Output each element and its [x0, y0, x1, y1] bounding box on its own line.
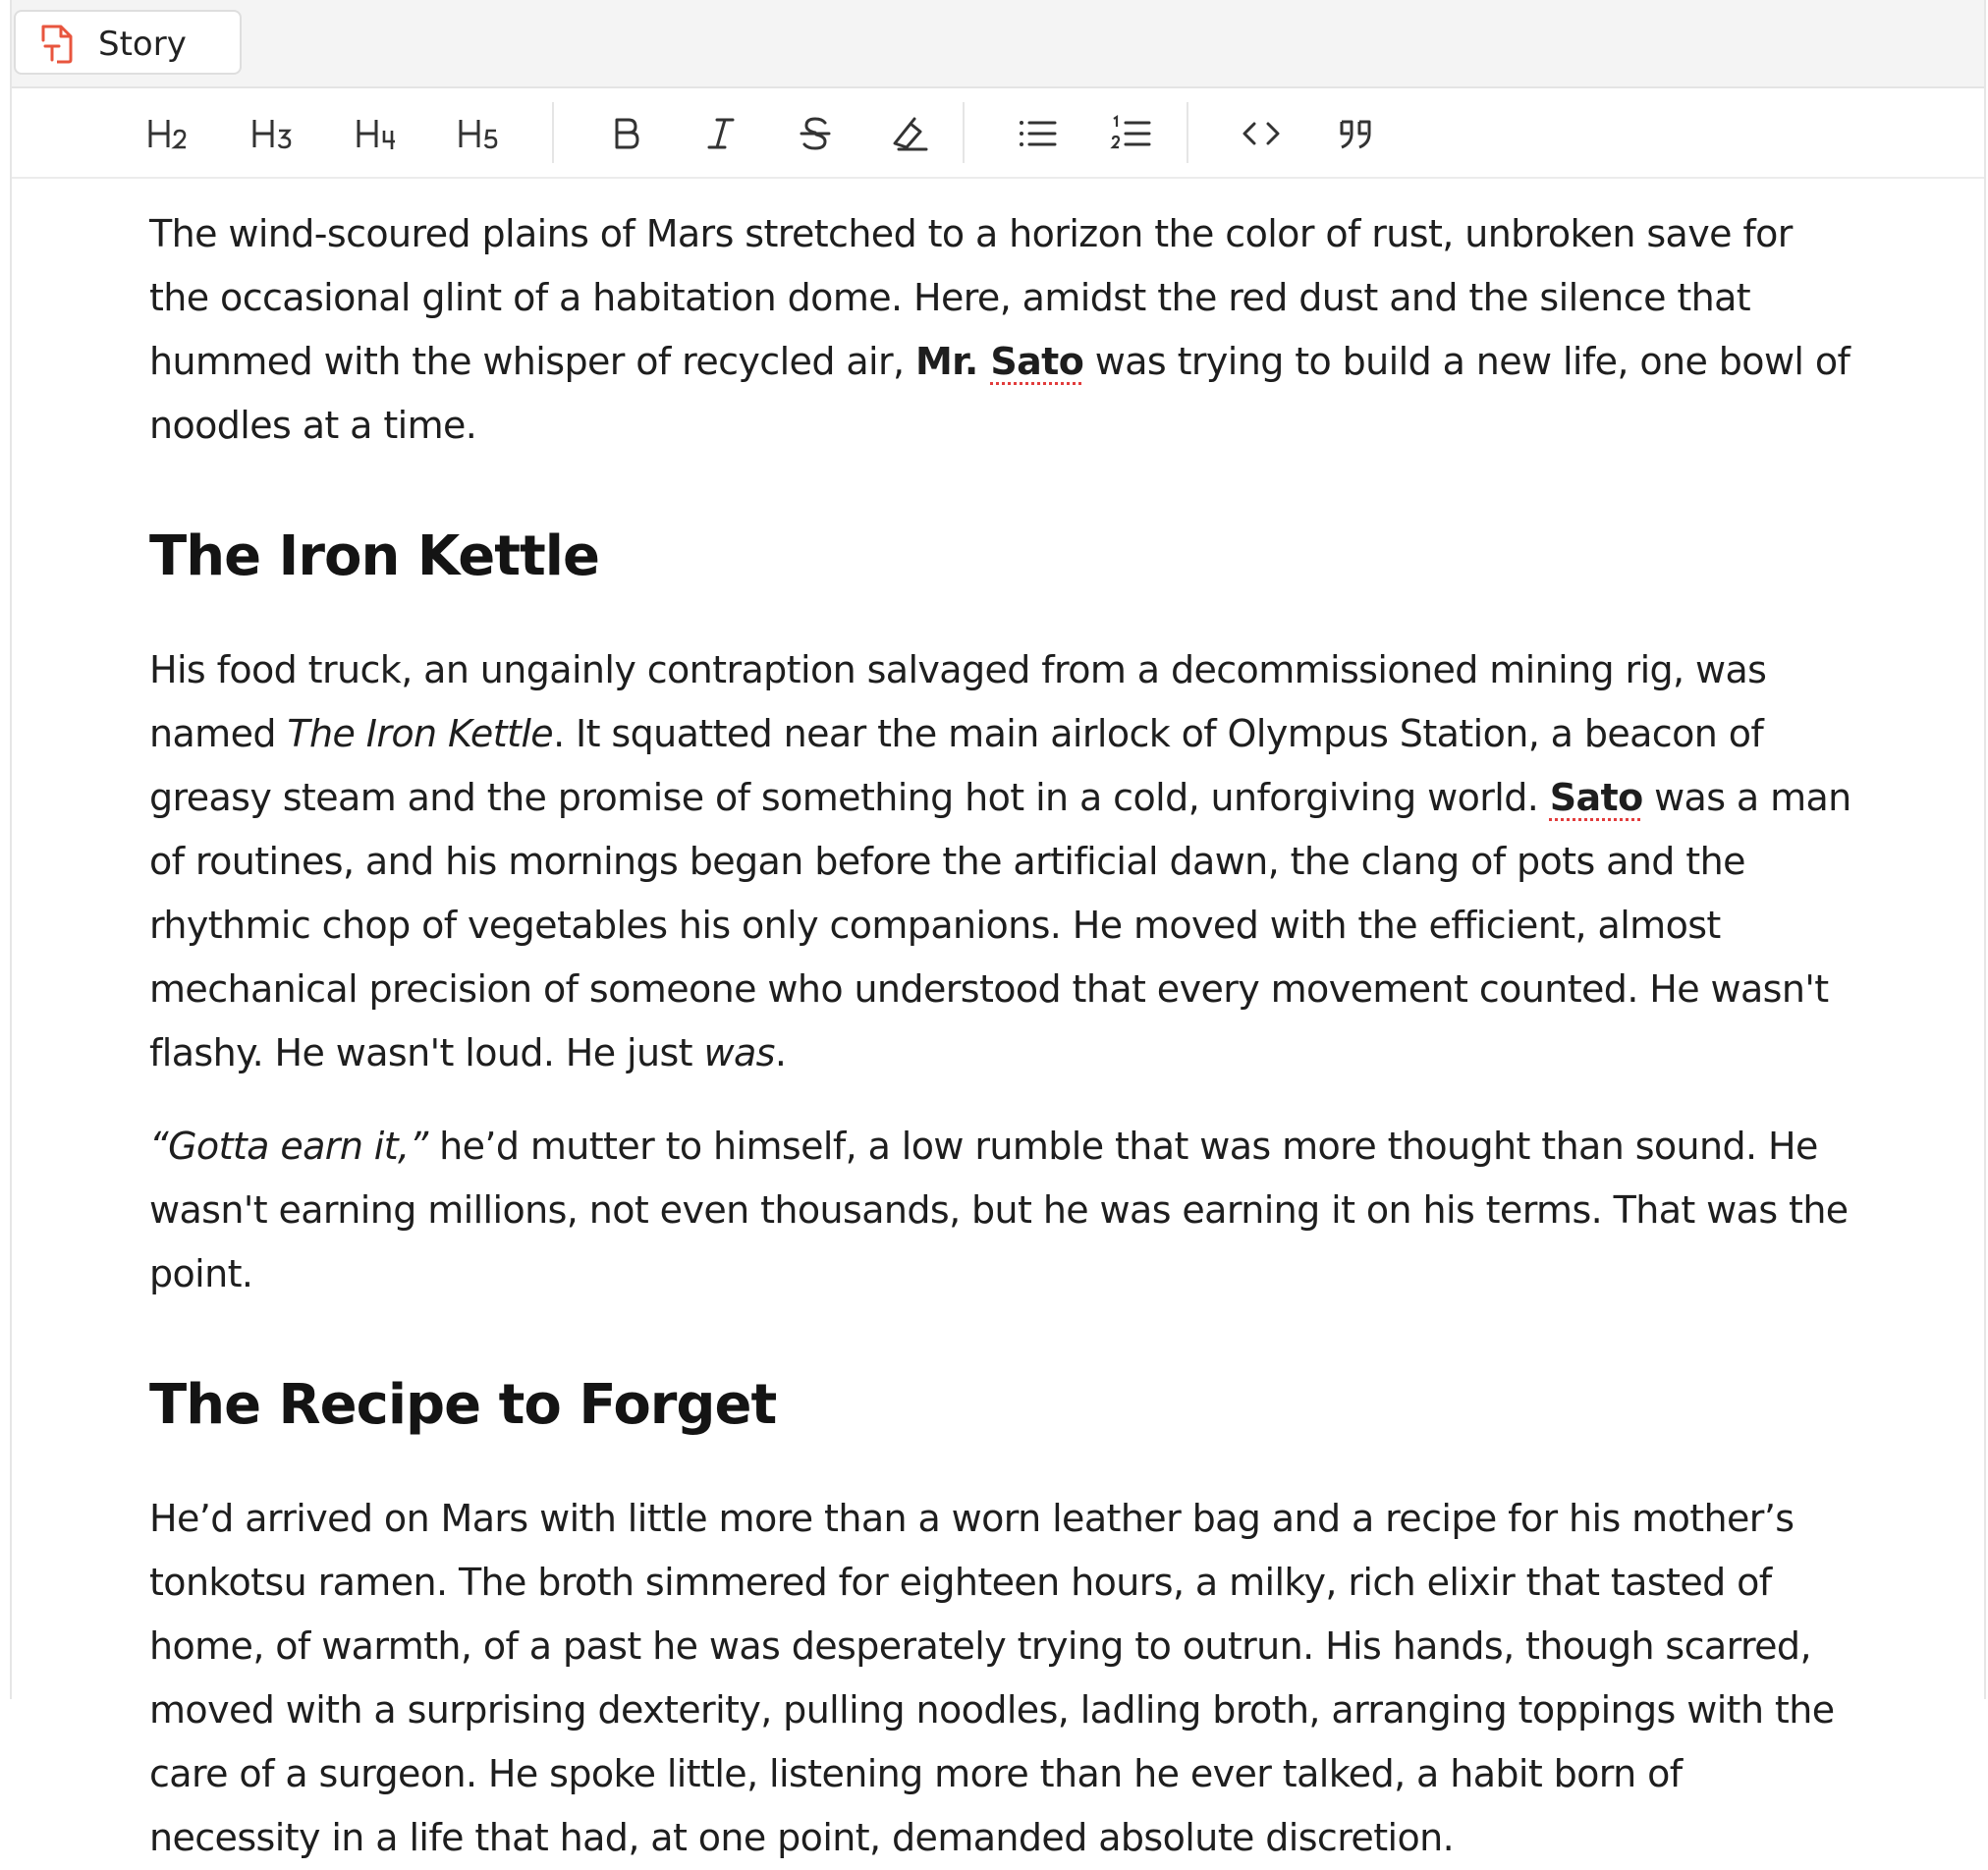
bold-text-part: Mr.: [914, 340, 991, 383]
italic-icon: [701, 114, 741, 153]
code-icon: [1240, 114, 1283, 153]
italic-button[interactable]: [693, 108, 748, 159]
section-heading: The Iron Kettle: [149, 524, 599, 588]
heading-4-button[interactable]: [352, 108, 407, 159]
code-button[interactable]: [1234, 108, 1289, 159]
heading-5-icon: [457, 114, 506, 153]
misspelled-word[interactable]: Sato: [990, 340, 1084, 383]
bold-button[interactable]: [599, 108, 654, 159]
section-heading: The Recipe to Forget: [149, 1373, 777, 1437]
highlight-button[interactable]: [882, 108, 937, 159]
toolbar-separator: [552, 102, 554, 163]
numbered-list-icon: [1110, 114, 1153, 153]
strikethrough-icon: [796, 114, 835, 153]
paragraph: He’d arrived on Mars with little more than a worn leather bag and a recipe for his mother’s tonkotsu ramen. The broth simmered for eighteen hours, a milky, rich elixir that tasted of home, of warmth, of a past he was desperately trying to outrun. His hands, though scarred, moved with a surprising dexterity, pulling noodles, ladling broth, arranging toppings with the care of a surgeon. He spoke little, listening more than he ever talked, a habit born of necessity in a life that had, at one point, demanded absolute discretion.: [149, 1497, 1835, 1859]
heading-3-icon: [250, 114, 300, 153]
italic-text: “Gotta earn it,”: [149, 1125, 428, 1168]
tab-title: Story: [98, 25, 187, 64]
numbered-list-button[interactable]: [1104, 108, 1159, 159]
paragraph-text: was a man of routines, and his mornings began before the artificial dawn, the clang of pots and the rhythmic chop of vegetables his only companions. He moved with the efficient, almost mechanical precision of someone who understood that every movement counted. He wasn't flashy. He wasn't loud. He just: [149, 776, 1851, 1074]
heading-5-button[interactable]: [454, 108, 509, 159]
strikethrough-button[interactable]: [788, 108, 843, 159]
formatting-toolbar: [12, 88, 1984, 179]
highlighter-icon: [889, 114, 930, 153]
heading-4-icon: [355, 114, 404, 153]
tab-bar: [12, 0, 1984, 88]
bold-text: [915, 340, 1083, 383]
editor-window: [10, 0, 1986, 1859]
paragraph: [149, 1115, 1858, 1306]
italic-text: The Iron Kettle: [287, 712, 554, 755]
tab-story[interactable]: [14, 10, 242, 75]
paragraph-text: The wind-scoured plains of Mars stretched to a horizon the color of rust, unbroken save for the occasional glint of a habitation dome. Here, amidst the red dust and the silence that hummed with the whisper of recycled air,: [149, 212, 1793, 383]
paragraph-text: His food truck, an ungainly contraption salvaged from a decommissioned mining rig, was named: [149, 648, 1767, 755]
paragraph-text: was trying to build a new life, one bowl of noodles at a time.: [149, 340, 1850, 447]
paragraph: [149, 202, 1858, 458]
document-body[interactable]: [149, 202, 1858, 1870]
toolbar-separator: [963, 102, 965, 163]
heading-3-button[interactable]: [248, 108, 303, 159]
paragraph: [149, 638, 1858, 1085]
bullet-list-button[interactable]: [1010, 108, 1065, 159]
toolbar-separator: [1187, 102, 1188, 163]
bullet-list-icon: [1016, 114, 1059, 153]
heading-2-icon: [146, 114, 195, 153]
bold-icon: [607, 114, 646, 153]
quote-icon: [1334, 114, 1377, 153]
paragraph-text: he’d mutter to himself, a low rumble that was more thought than sound. He wasn't earning millions, not even thousands, but he was earning it on his terms. That was the point.: [149, 1125, 1849, 1295]
heading-2-button[interactable]: [143, 108, 198, 159]
paragraph-text: . It squatted near the main airlock of Olympus Station, a beacon of greasy steam and the promise of something hot in a cold, unforgiving world.: [149, 712, 1764, 819]
misspelled-word[interactable]: Sato: [1549, 776, 1643, 819]
italic-text: was: [703, 1031, 775, 1074]
pdf-document-icon: [39, 25, 75, 64]
quote-button[interactable]: [1328, 108, 1383, 159]
paragraph-text: .: [774, 1031, 787, 1074]
